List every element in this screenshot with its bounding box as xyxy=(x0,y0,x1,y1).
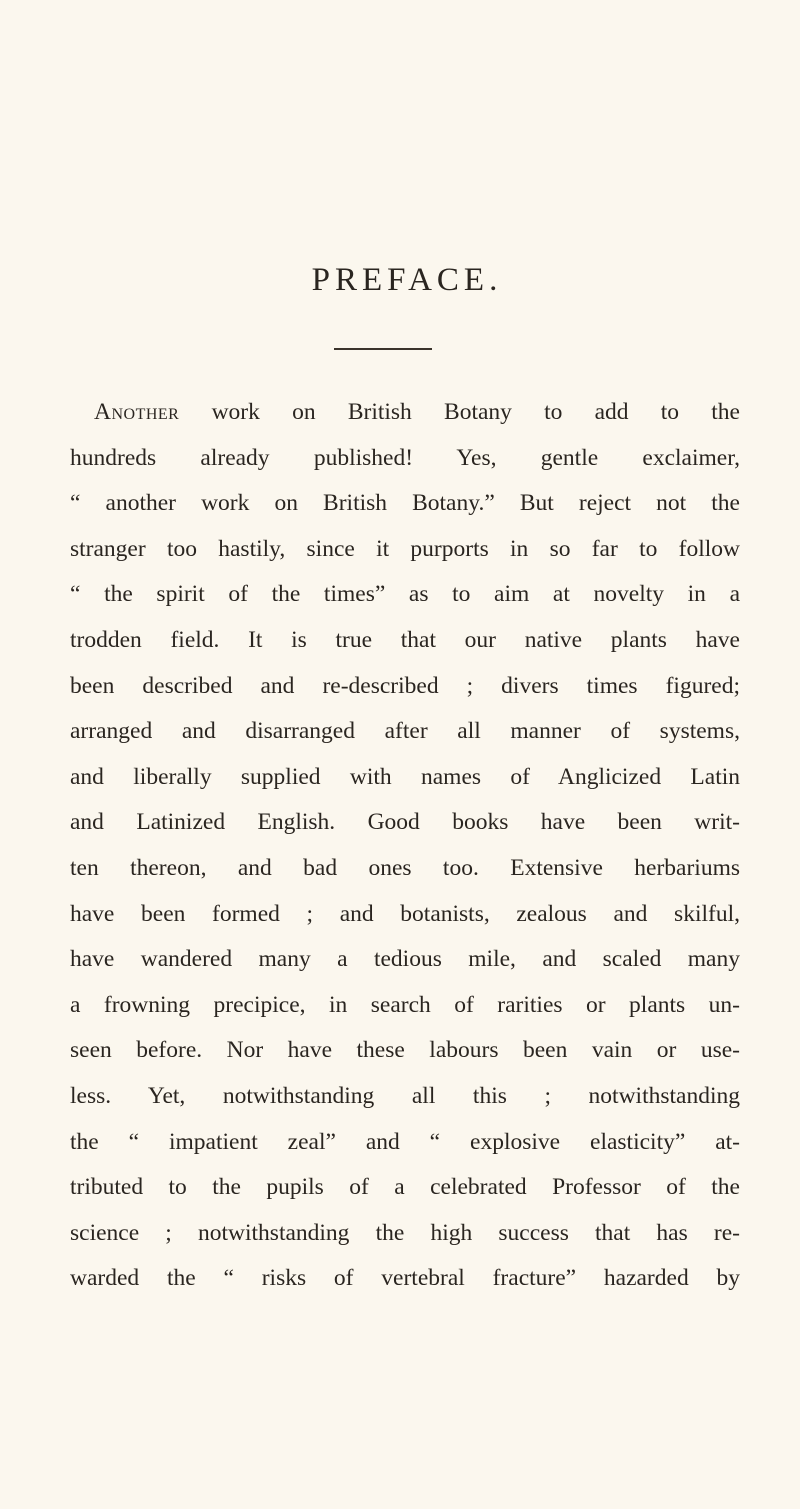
paragraph-line: a frowning precipice, in search of rarities or plants un- xyxy=(70,991,740,1018)
paragraph-line: been described and re-described ; divers times figured; xyxy=(70,672,740,699)
first-line-text: work on British Botany to add to the xyxy=(179,399,740,425)
paragraph-line-1 xyxy=(70,390,740,436)
paragraph-line: arranged and disarranged after all manner of systems, xyxy=(70,718,740,745)
paragraph-line: less. Yet, notwithstanding all this ; notwithstanding xyxy=(70,1082,740,1109)
preface-heading: PREFACE. xyxy=(311,262,503,298)
paragraph-line: tributed to the pupils of a celebrated Professor of the xyxy=(70,1174,740,1201)
paragraph-line: trodden field. It is true that our native plants have xyxy=(70,626,740,653)
lead-word: Another xyxy=(94,399,180,425)
paragraph-line: hundreds already published! Yes, gentle exclaimer, xyxy=(70,444,740,471)
paragraph-line: and liberally supplied with names of Anglicized Latin xyxy=(70,763,740,790)
paragraph-line: ten thereon, and bad ones too. Extensive herbariums xyxy=(70,854,740,881)
preface-paragraph xyxy=(70,390,740,1302)
paragraph-line: and Latinized English. Good books have been writ- xyxy=(70,809,740,836)
paragraph-line: seen before. Nor have these labours been vain or use- xyxy=(70,1037,740,1064)
paragraph-line: the “ impatient zeal” and “ explosive elasticity” at- xyxy=(70,1128,740,1155)
heading-rule xyxy=(334,348,432,350)
paragraph-line: have been formed ; and botanists, zealous and skilful, xyxy=(70,900,740,927)
paragraph-line: “ another work on British Botany.” But reject not the xyxy=(70,490,740,517)
paragraph-line: “ the spirit of the times” as to aim at novelty in a xyxy=(70,581,740,608)
paragraph-line: have wandered many a tedious mile, and scaled many xyxy=(70,946,740,973)
paragraph-line: warded the “ risks of vertebral fracture” hazarded by xyxy=(70,1265,740,1292)
paragraph-line: stranger too hastily, since it purports in so far to follow xyxy=(70,535,740,562)
paragraph-line: science ; notwithstanding the high success that has re- xyxy=(70,1219,740,1246)
